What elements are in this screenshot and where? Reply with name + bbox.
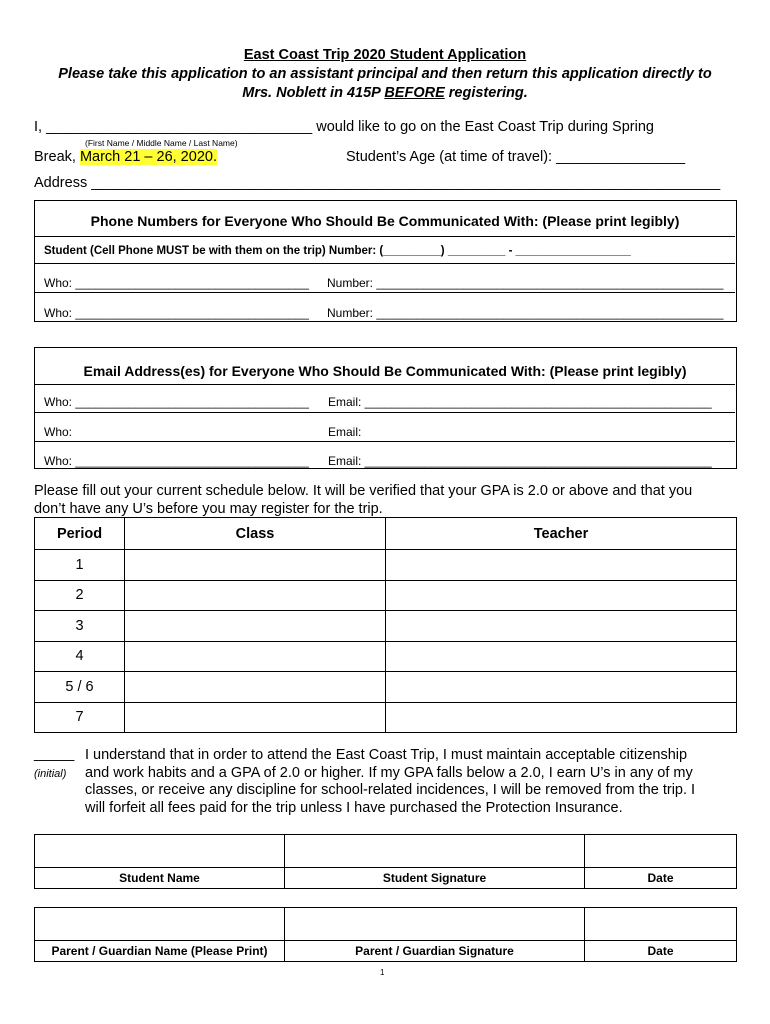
phone-number-field-1[interactable]: Number: ____________________________________________________ <box>327 276 724 290</box>
phone-number-field-2[interactable]: Number: ____________________________________________________ <box>327 306 724 320</box>
intro-prefix: I, <box>34 119 47 135</box>
initial-blank[interactable]: _____ <box>34 746 75 762</box>
divider <box>35 236 735 237</box>
student-signature-table <box>34 834 737 889</box>
teacher-header: Teacher <box>386 518 737 550</box>
signature-label-row <box>35 868 737 889</box>
parent-signature-label: Parent / Guardian Signature <box>285 941 585 962</box>
email-section-heading: Email Address(es) for Everyone Who Should Be Communicated With: (Please print legibly) <box>83 363 687 379</box>
form-title <box>0 47 770 63</box>
teacher-cell[interactable] <box>386 550 737 581</box>
signature-label-row <box>35 941 737 962</box>
intro-suffix: would like to go on the East Coast Trip during Spring <box>312 119 654 135</box>
signature-input-row <box>35 908 737 941</box>
schedule-table <box>34 517 737 733</box>
period-cell: 3 <box>35 611 125 642</box>
teacher-cell[interactable] <box>386 702 737 733</box>
email-field-3[interactable]: Email: ____________________________________________________ <box>328 454 712 468</box>
name-caption: (First Name / Middle Name / Last Name) <box>85 138 238 148</box>
schedule-row <box>35 641 737 672</box>
agreement-line: I understand that in order to attend the East Coast Trip, I must maintain acceptable citizenship <box>85 747 688 763</box>
form-title-text: East Coast Trip 2020 Student Application <box>243 47 527 63</box>
class-cell[interactable] <box>125 672 386 703</box>
email-field-2[interactable]: Email: <box>328 425 362 439</box>
class-cell[interactable] <box>125 550 386 581</box>
intro-line <box>34 119 654 135</box>
trip-dates-highlight: March 21 – 26, 2020. <box>79 149 217 165</box>
divider <box>35 263 735 264</box>
instruction-text-a: Mrs. Noblett in 415P <box>242 85 385 101</box>
student-date-label: Date <box>585 868 737 889</box>
agreement-line: and work habits and a GPA of 2.0 or higher. If my GPA falls below a 2.0, I earn U’s in any of my <box>85 764 693 781</box>
period-cell: 4 <box>35 641 125 672</box>
parent-name-label: Parent / Guardian Name (Please Print) <box>35 941 285 962</box>
agreement-paragraph <box>85 747 735 817</box>
email-addresses-box <box>34 347 737 469</box>
student-name-label: Student Name <box>35 868 285 889</box>
student-age-field[interactable]: Student’s Age (at time of travel): ________________ <box>346 149 686 165</box>
schedule-row <box>35 580 737 611</box>
break-line <box>34 149 217 165</box>
class-cell[interactable] <box>125 702 386 733</box>
schedule-row <box>35 672 737 703</box>
parent-date-label: Date <box>585 941 737 962</box>
schedule-row <box>35 702 737 733</box>
schedule-instructions-1: Please fill out your current schedule below. It will be verified that your GPA is 2.0 or above and that you <box>34 483 693 499</box>
parent-name-box[interactable] <box>35 908 285 941</box>
schedule-header-row <box>35 518 737 550</box>
instruction-line-2 <box>0 85 770 101</box>
class-cell[interactable] <box>125 580 386 611</box>
schedule-instructions-2: don’t have any U’s before you may register for the trip. <box>34 501 383 517</box>
divider <box>35 292 735 293</box>
schedule-row <box>35 550 737 581</box>
agreement-line: will forfeit all fees paid for the trip unless I have purchased the Protection Insurance. <box>85 799 623 816</box>
student-signature-label: Student Signature <box>285 868 585 889</box>
instruction-line-1: Please take this application to an assistant principal and then return this application directly to <box>58 66 712 82</box>
instruction-before-emphasis: BEFORE <box>384 85 445 101</box>
email-who-field-2[interactable]: Who: <box>44 425 73 439</box>
period-cell: 1 <box>35 550 125 581</box>
teacher-cell[interactable] <box>386 641 737 672</box>
student-date-box[interactable] <box>585 835 737 868</box>
class-cell[interactable] <box>125 641 386 672</box>
period-cell: 5 / 6 <box>35 672 125 703</box>
teacher-cell[interactable] <box>386 580 737 611</box>
period-header: Period <box>35 518 125 550</box>
class-header: Class <box>125 518 386 550</box>
break-label: Break, <box>34 149 80 165</box>
class-cell[interactable] <box>125 611 386 642</box>
student-cell-number-field[interactable]: Student (Cell Phone MUST be with them on the trip) Number: (_________) _________ - __________________ <box>44 245 631 257</box>
teacher-cell[interactable] <box>386 672 737 703</box>
student-signature-box[interactable] <box>285 835 585 868</box>
agreement-line: classes, or receive any discipline for school-related incidences, I will be removed from the trip. I <box>85 782 696 798</box>
student-name-field[interactable]: _________________________________ <box>46 119 313 135</box>
teacher-cell[interactable] <box>386 611 737 642</box>
divider <box>35 384 735 385</box>
divider <box>35 441 735 442</box>
phone-who-field-1[interactable]: Who: ___________________________________ <box>44 276 309 290</box>
divider <box>35 412 735 413</box>
signature-input-row <box>35 835 737 868</box>
schedule-row <box>35 611 737 642</box>
student-name-box[interactable] <box>35 835 285 868</box>
parent-date-box[interactable] <box>585 908 737 941</box>
parent-signature-table <box>34 907 737 962</box>
email-field-1[interactable]: Email: ____________________________________________________ <box>328 395 712 409</box>
parent-signature-box[interactable] <box>285 908 585 941</box>
initial-label: (initial) <box>34 768 67 780</box>
phone-who-field-2[interactable]: Who: ___________________________________ <box>44 306 309 320</box>
period-cell: 2 <box>35 580 125 611</box>
email-who-field-3[interactable]: Who: ___________________________________ <box>44 454 309 468</box>
address-field[interactable]: Address ______________________________________________________________________________ <box>34 175 721 191</box>
phone-numbers-box <box>34 200 737 322</box>
page-number: 1 <box>380 968 385 977</box>
instruction-text-c: registering. <box>444 85 528 101</box>
email-who-field-1[interactable]: Who: ___________________________________ <box>44 395 309 409</box>
period-cell: 7 <box>35 702 125 733</box>
phone-section-heading: Phone Numbers for Everyone Who Should Be Communicated With: (Please print legibly) <box>90 213 680 229</box>
